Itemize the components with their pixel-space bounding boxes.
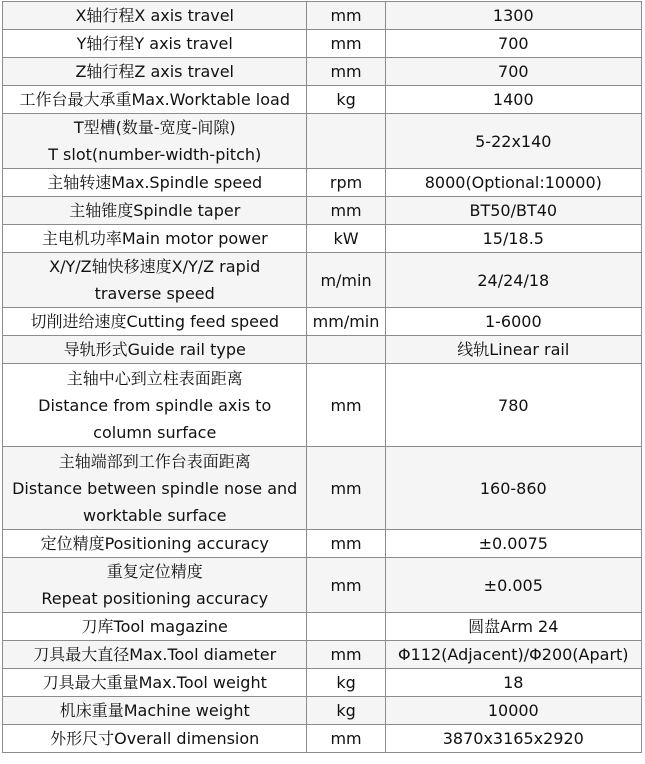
spec-unit-cell: mm (307, 530, 385, 558)
spec-item-label: column surface (93, 422, 217, 442)
spec-value-cell: 8000(Optional:10000) (385, 169, 641, 197)
spec-item-cell (3, 225, 307, 253)
spec-item-label: Y轴行程Y axis travel (76, 34, 233, 53)
spec-item-label: 主轴中心到立柱表面距离 (66, 368, 243, 388)
spec-item-cell (3, 86, 307, 114)
spec-item-label: Distance from spindle axis to (38, 395, 272, 415)
spec-item-label: T型槽(数量-宽度-间隙) (73, 118, 236, 137)
spec-item-cell (3, 30, 307, 58)
spec-unit-cell: mm (307, 725, 385, 753)
spec-item-cell (3, 725, 307, 753)
spec-item-label: worktable surface (83, 505, 227, 525)
spec-item-cell (3, 2, 307, 30)
spec-item-cell (3, 364, 307, 447)
spec-unit-cell: mm (307, 2, 385, 30)
spec-item-label: 导轨形式Guide rail type (63, 340, 246, 359)
spec-item-label: 主轴端部到工作台表面距离 (58, 451, 251, 471)
spec-item-label: 定位精度Positioning accuracy (40, 534, 269, 553)
spec-item-cell (3, 669, 307, 697)
spec-unit-cell: m/min (307, 253, 385, 308)
spec-item-label: 外形尺寸Overall dimension (50, 729, 260, 748)
spec-item-cell (3, 197, 307, 225)
spec-unit-cell: mm (307, 447, 385, 530)
spec-item-cell (3, 641, 307, 669)
spec-unit-cell: mm (307, 197, 385, 225)
spec-item-label: 主轴锥度Spindle taper (69, 201, 241, 220)
spec-item-label: Distance between spindle nose and (12, 478, 298, 498)
spec-unit-cell: kg (307, 697, 385, 725)
table-row (3, 725, 642, 753)
spec-table (2, 1, 642, 753)
spec-value-cell: 15/18.5 (385, 225, 641, 253)
spec-value-cell: 18 (385, 669, 641, 697)
table-row (3, 364, 642, 447)
spec-value-cell: 圆盘Arm 24 (385, 613, 641, 641)
spec-value-cell: 1400 (385, 86, 641, 114)
spec-unit-cell: mm (307, 364, 385, 447)
table-row (3, 253, 642, 308)
spec-item-label: 重复定位精度 (106, 562, 203, 581)
table-row (3, 336, 642, 364)
spec-value-cell: 5-22x140 (385, 114, 641, 169)
spec-unit-cell: mm/min (307, 308, 385, 336)
spec-unit-cell: mm (307, 58, 385, 86)
table-row (3, 530, 642, 558)
spec-value-cell: 24/24/18 (385, 253, 641, 308)
spec-unit-cell (307, 613, 385, 641)
spec-item-cell (3, 169, 307, 197)
spec-item-label: 刀具最大直径Max.Tool diameter (33, 645, 277, 664)
spec-value-cell: 3870x3165x2920 (385, 725, 641, 753)
table-row (3, 447, 642, 530)
table-row (3, 641, 642, 669)
spec-item-cell (3, 114, 307, 169)
spec-value-cell: 10000 (385, 697, 641, 725)
spec-item-label: T slot(number-width-pitch) (48, 145, 262, 164)
spec-item-label: 切削进给速度Cutting feed speed (30, 312, 280, 331)
spec-unit-cell: mm (307, 641, 385, 669)
spec-value-cell: 700 (385, 58, 641, 86)
spec-item-label: 工作台最大承重Max.Worktable load (19, 90, 290, 109)
spec-item-label: X轴行程X axis travel (75, 6, 235, 25)
spec-value-cell: 780 (385, 364, 641, 447)
table-row (3, 2, 642, 30)
spec-unit-cell: rpm (307, 169, 385, 197)
table-row (3, 225, 642, 253)
spec-value-cell: 1300 (385, 2, 641, 30)
spec-item-label: 主电机功率Main motor power (41, 229, 268, 248)
spec-item-label: 刀具最大重量Max.Tool weight (42, 673, 267, 692)
spec-unit-cell: mm (307, 558, 385, 613)
table-row (3, 86, 642, 114)
spec-unit-cell: kW (307, 225, 385, 253)
spec-item-label: Repeat positioning accuracy (41, 589, 269, 608)
spec-unit-cell: kg (307, 86, 385, 114)
spec-unit-cell: kg (307, 669, 385, 697)
spec-value-cell: 700 (385, 30, 641, 58)
spec-item-label: 主轴转速Max.Spindle speed (47, 173, 263, 192)
spec-item-cell (3, 558, 307, 613)
spec-value-cell: 160-860 (385, 447, 641, 530)
spec-value-cell: 1-6000 (385, 308, 641, 336)
spec-item-cell (3, 336, 307, 364)
spec-item-cell (3, 530, 307, 558)
spec-item-cell (3, 58, 307, 86)
table-row (3, 308, 642, 336)
spec-value-cell: 线轨Linear rail (385, 336, 641, 364)
spec-item-cell (3, 447, 307, 530)
spec-value-cell: ±0.005 (385, 558, 641, 613)
spec-value-cell: Φ112(Adjacent)/Φ200(Apart) (385, 641, 641, 669)
table-row (3, 613, 642, 641)
spec-item-label: traverse speed (94, 284, 215, 303)
table-row (3, 114, 642, 169)
spec-item-cell (3, 613, 307, 641)
spec-value-cell: ±0.0075 (385, 530, 641, 558)
table-row (3, 58, 642, 86)
spec-item-label: Z轴行程Z axis travel (75, 62, 235, 81)
spec-unit-cell: mm (307, 30, 385, 58)
spec-unit-cell (307, 336, 385, 364)
spec-item-cell (3, 253, 307, 308)
spec-value-cell: BT50/BT40 (385, 197, 641, 225)
spec-item-cell (3, 697, 307, 725)
spec-unit-cell (307, 114, 385, 169)
table-row (3, 197, 642, 225)
spec-item-label: X/Y/Z轴快移速度X/Y/Z rapid (49, 257, 261, 276)
spec-item-label: 刀库Tool magazine (81, 617, 228, 636)
spec-table-body (3, 2, 642, 753)
table-row (3, 697, 642, 725)
table-row (3, 669, 642, 697)
table-row (3, 30, 642, 58)
table-row (3, 558, 642, 613)
spec-item-cell (3, 308, 307, 336)
spec-item-label: 机床重量Machine weight (59, 701, 250, 720)
table-row (3, 169, 642, 197)
